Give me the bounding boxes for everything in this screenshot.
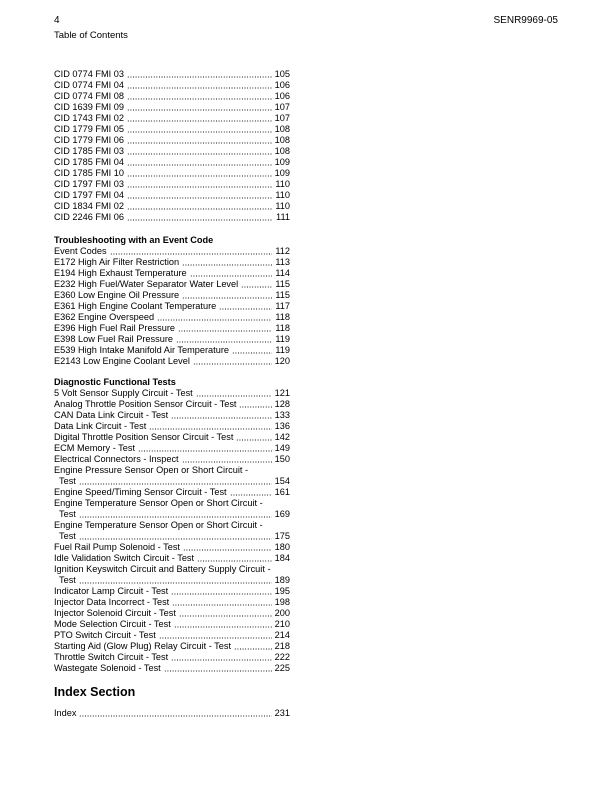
toc-entry[interactable] bbox=[54, 246, 290, 257]
index-section bbox=[54, 685, 290, 719]
entry-page-number: 180 bbox=[274, 542, 290, 552]
entry-page-number: 110 bbox=[275, 190, 290, 200]
entry-title: Test bbox=[59, 531, 76, 541]
dot-leader bbox=[127, 153, 272, 155]
entry-title: Injector Data Incorrect - Test bbox=[54, 597, 170, 607]
entry-page-number: 214 bbox=[274, 630, 290, 640]
entry-page-number: 115 bbox=[275, 279, 290, 289]
entry-title: Analog Throttle Position Sensor Circuit - Test bbox=[54, 399, 237, 409]
entry-page-number: 115 bbox=[275, 290, 290, 300]
dot-leader bbox=[183, 549, 272, 551]
entry-title: E362 Engine Overspeed bbox=[54, 312, 155, 322]
index-list bbox=[54, 708, 290, 719]
dot-leader bbox=[232, 352, 272, 354]
entry-title: Mode Selection Circuit - Test bbox=[54, 619, 171, 629]
entry-page-number: 154 bbox=[274, 476, 290, 486]
entry-page-number: 121 bbox=[274, 388, 290, 398]
entry-page-number: 106 bbox=[274, 80, 290, 90]
toc-entry[interactable] bbox=[54, 345, 290, 356]
toc-entry[interactable] bbox=[54, 334, 290, 345]
entry-page-number: 118 bbox=[275, 312, 290, 322]
dot-leader bbox=[127, 186, 272, 188]
entry-title: Index bbox=[54, 708, 77, 718]
dot-leader bbox=[127, 109, 272, 111]
entry-title: E360 Low Engine Oil Pressure bbox=[54, 290, 180, 300]
entry-page-number: 117 bbox=[275, 301, 290, 311]
dot-leader bbox=[172, 604, 271, 606]
toc-entry[interactable] bbox=[54, 608, 290, 619]
diagnostic-tests-section bbox=[54, 377, 290, 674]
dot-leader bbox=[127, 142, 272, 144]
event-code-section bbox=[54, 235, 290, 367]
entry-title: CID 1743 FMI 02 bbox=[54, 113, 124, 123]
entry-page-number: 133 bbox=[274, 410, 290, 420]
toc-entry[interactable] bbox=[54, 542, 290, 553]
entry-title: Injector Solenoid Circuit - Test bbox=[54, 608, 176, 618]
page-number: 4 bbox=[54, 15, 60, 26]
entry-page-number: 161 bbox=[274, 487, 290, 497]
toc-entry[interactable] bbox=[54, 410, 290, 421]
dot-leader bbox=[219, 308, 272, 310]
entry-title: Starting Aid (Glow Plug) Relay Circuit - Test bbox=[54, 641, 232, 651]
toc-entry[interactable] bbox=[54, 663, 290, 674]
toc-entry[interactable] bbox=[54, 465, 290, 476]
section-heading: Index Section bbox=[54, 685, 136, 699]
entry-title: Wastegate Solenoid - Test bbox=[54, 663, 161, 673]
toc-entry[interactable] bbox=[54, 421, 290, 432]
dot-leader bbox=[190, 275, 273, 277]
entry-page-number: 112 bbox=[275, 246, 290, 256]
entry-title: E194 High Exhaust Temperature bbox=[54, 268, 187, 278]
entry-title: Ignition Keyswitch Circuit and Battery Supply Circuit - bbox=[54, 564, 271, 574]
entry-page-number: 110 bbox=[275, 179, 290, 189]
dot-leader bbox=[239, 406, 271, 408]
dot-leader bbox=[182, 297, 272, 299]
entry-title: Test bbox=[59, 575, 76, 585]
toc-entry[interactable] bbox=[54, 498, 290, 509]
dot-leader bbox=[110, 253, 273, 255]
dot-leader bbox=[79, 516, 272, 518]
entry-title: Engine Temperature Sensor Open or Short Circuit - bbox=[54, 498, 263, 508]
dot-leader bbox=[171, 417, 271, 419]
entry-page-number: 119 bbox=[275, 334, 290, 344]
entry-title: Test bbox=[59, 476, 76, 486]
toc-entry[interactable] bbox=[54, 279, 290, 290]
entry-title: Test bbox=[59, 509, 76, 519]
toc-entry[interactable] bbox=[54, 630, 290, 641]
dot-leader bbox=[127, 197, 272, 199]
dot-leader bbox=[193, 363, 272, 365]
toc-entry[interactable] bbox=[54, 454, 290, 465]
entry-page-number: 119 bbox=[275, 345, 290, 355]
entry-page-number: 150 bbox=[274, 454, 290, 464]
entry-page-number: 111 bbox=[276, 212, 290, 222]
entry-title: CID 1639 FMI 09 bbox=[54, 102, 124, 112]
dot-leader bbox=[157, 319, 272, 321]
toc-entry[interactable] bbox=[54, 509, 290, 520]
entry-title: CID 1797 FMI 04 bbox=[54, 190, 124, 200]
dot-leader bbox=[127, 131, 272, 133]
entry-page-number: 128 bbox=[274, 399, 290, 409]
entry-page-number: 142 bbox=[274, 432, 290, 442]
dot-leader bbox=[171, 593, 271, 595]
entry-page-number: 113 bbox=[275, 257, 290, 267]
entry-page-number: 110 bbox=[275, 201, 290, 211]
diagnostic-tests-list bbox=[54, 388, 290, 674]
entry-title: Throttle Switch Circuit - Test bbox=[54, 652, 169, 662]
entry-title: E232 High Fuel/Water Separator Water Level bbox=[54, 279, 239, 289]
toc-entry[interactable] bbox=[54, 476, 290, 487]
cid-list bbox=[54, 69, 290, 223]
toc-entry[interactable] bbox=[54, 553, 290, 564]
dot-leader bbox=[127, 98, 272, 100]
dot-leader bbox=[182, 461, 272, 463]
toc-entry[interactable] bbox=[54, 597, 290, 608]
entry-page-number: 189 bbox=[274, 575, 290, 585]
entry-title: E361 High Engine Coolant Temperature bbox=[54, 301, 217, 311]
entry-page-number: 114 bbox=[275, 268, 290, 278]
toc-entry[interactable] bbox=[54, 356, 290, 367]
entry-title: Electrical Connectors - Inspect bbox=[54, 454, 179, 464]
dot-leader bbox=[176, 341, 272, 343]
toc-entry[interactable] bbox=[54, 290, 290, 301]
toc-entry[interactable] bbox=[54, 301, 290, 312]
toc-entry[interactable] bbox=[54, 69, 290, 80]
toc-entry[interactable] bbox=[54, 531, 290, 542]
toc-entry[interactable] bbox=[54, 157, 290, 168]
dot-leader bbox=[127, 87, 272, 89]
entry-page-number: 184 bbox=[274, 553, 290, 563]
toc-entry[interactable] bbox=[54, 619, 290, 630]
entry-title: E539 High Intake Manifold Air Temperature bbox=[54, 345, 229, 355]
dot-leader bbox=[138, 450, 272, 452]
entry-title: CID 0774 FMI 08 bbox=[54, 91, 124, 101]
toc-entry[interactable] bbox=[54, 399, 290, 410]
entry-title: Indicator Lamp Circuit - Test bbox=[54, 586, 169, 596]
toc-entry[interactable] bbox=[54, 708, 290, 719]
document-id: SENR9969-05 bbox=[493, 15, 558, 26]
dot-leader bbox=[79, 538, 272, 540]
entry-page-number: 108 bbox=[274, 146, 290, 156]
entry-title: Engine Pressure Sensor Open or Short Circuit - bbox=[54, 465, 249, 475]
dot-leader bbox=[230, 494, 272, 496]
toc-entry[interactable] bbox=[54, 124, 290, 135]
entry-page-number: 108 bbox=[274, 124, 290, 134]
dot-leader bbox=[127, 76, 272, 78]
entry-title: Digital Throttle Position Sensor Circuit - Test bbox=[54, 432, 234, 442]
entry-title: Data Link Circuit - Test bbox=[54, 421, 147, 431]
entry-page-number: 222 bbox=[274, 652, 290, 662]
toc-entry[interactable] bbox=[54, 190, 290, 201]
entry-page-number: 149 bbox=[274, 443, 290, 453]
toc-entry[interactable] bbox=[54, 268, 290, 279]
entry-page-number: 175 bbox=[274, 531, 290, 541]
entry-page-number: 169 bbox=[274, 509, 290, 519]
toc-entry[interactable] bbox=[54, 641, 290, 652]
entry-title: CID 1785 FMI 04 bbox=[54, 157, 124, 167]
toc-entry[interactable] bbox=[54, 212, 290, 223]
entry-title: ECM Memory - Test bbox=[54, 443, 135, 453]
entry-page-number: 118 bbox=[275, 323, 290, 333]
toc-entry[interactable] bbox=[54, 323, 290, 334]
entry-title: E172 High Air Filter Restriction bbox=[54, 257, 180, 267]
entry-page-number: 136 bbox=[274, 421, 290, 431]
entry-title: CID 1785 FMI 10 bbox=[54, 168, 124, 178]
entry-title: Event Codes bbox=[54, 246, 107, 256]
entry-page-number: 120 bbox=[274, 356, 290, 366]
dot-leader bbox=[174, 626, 272, 628]
entry-page-number: 105 bbox=[274, 69, 290, 79]
toc-entry[interactable] bbox=[54, 102, 290, 113]
toc-entry[interactable] bbox=[54, 487, 290, 498]
section-heading: Troubleshooting with an Event Code bbox=[54, 235, 214, 245]
entry-title: CID 1779 FMI 06 bbox=[54, 135, 124, 145]
dot-leader bbox=[234, 648, 272, 650]
entry-page-number: 107 bbox=[274, 102, 290, 112]
entry-title: CAN Data Link Circuit - Test bbox=[54, 410, 169, 420]
dot-leader bbox=[127, 208, 272, 210]
dot-leader bbox=[241, 286, 272, 288]
toc-entry[interactable] bbox=[54, 135, 290, 146]
toc-entry[interactable] bbox=[54, 257, 290, 268]
dot-leader bbox=[196, 395, 272, 397]
entry-page-number: 109 bbox=[274, 157, 290, 167]
dot-leader bbox=[127, 219, 273, 221]
dot-leader bbox=[236, 439, 271, 441]
dot-leader bbox=[182, 264, 272, 266]
entry-title: CID 1834 FMI 02 bbox=[54, 201, 124, 211]
entry-title: CID 1779 FMI 05 bbox=[54, 124, 124, 134]
entry-title: E398 Low Fuel Rail Pressure bbox=[54, 334, 173, 344]
toc-entry[interactable] bbox=[54, 432, 290, 443]
entry-title: Engine Temperature Sensor Open or Short Circuit - bbox=[54, 520, 263, 530]
toc-entry[interactable] bbox=[54, 652, 290, 663]
entry-page-number: 106 bbox=[274, 91, 290, 101]
entry-title: CID 0774 FMI 04 bbox=[54, 80, 124, 90]
toc-entry[interactable] bbox=[54, 564, 290, 575]
entry-title: CID 2246 FMI 06 bbox=[54, 212, 124, 222]
toc-entry[interactable] bbox=[54, 520, 290, 531]
dot-leader bbox=[197, 560, 272, 562]
toc-entry[interactable] bbox=[54, 586, 290, 597]
dot-leader bbox=[164, 670, 272, 672]
entry-title: CID 1785 FMI 03 bbox=[54, 146, 124, 156]
toc-entry[interactable] bbox=[54, 201, 290, 212]
entry-title: Fuel Rail Pump Solenoid - Test bbox=[54, 542, 180, 552]
toc-entry[interactable] bbox=[54, 312, 290, 323]
running-title: Table of Contents bbox=[54, 30, 128, 41]
dot-leader bbox=[149, 428, 271, 430]
dot-leader bbox=[127, 120, 272, 122]
dot-leader bbox=[179, 615, 272, 617]
entry-page-number: 107 bbox=[274, 113, 290, 123]
entry-title: Idle Validation Switch Circuit - Test bbox=[54, 553, 195, 563]
dot-leader bbox=[127, 175, 272, 177]
entry-title: PTO Switch Circuit - Test bbox=[54, 630, 156, 640]
dot-leader bbox=[79, 483, 272, 485]
event-code-list bbox=[54, 246, 290, 367]
entry-title: 5 Volt Sensor Supply Circuit - Test bbox=[54, 388, 193, 398]
toc-entry[interactable] bbox=[54, 179, 290, 190]
dot-leader bbox=[79, 582, 272, 584]
toc-entry[interactable] bbox=[54, 146, 290, 157]
entry-title: CID 1797 FMI 03 bbox=[54, 179, 124, 189]
dot-leader bbox=[159, 637, 272, 639]
dot-leader bbox=[79, 715, 271, 717]
toc-entry[interactable] bbox=[54, 91, 290, 102]
entry-title: E2143 Low Engine Coolant Level bbox=[54, 356, 190, 366]
toc-entry[interactable] bbox=[54, 388, 290, 399]
toc-entry[interactable] bbox=[54, 443, 290, 454]
entry-title: CID 0774 FMI 03 bbox=[54, 69, 124, 79]
entry-title: E396 High Fuel Rail Pressure bbox=[54, 323, 176, 333]
dot-leader bbox=[178, 330, 272, 332]
entry-page-number: 109 bbox=[274, 168, 290, 178]
toc-entry[interactable] bbox=[54, 168, 290, 179]
entry-page-number: 225 bbox=[274, 663, 290, 673]
entry-page-number: 198 bbox=[274, 597, 290, 607]
dot-leader bbox=[127, 164, 272, 166]
toc-entry[interactable] bbox=[54, 575, 290, 586]
toc-entry[interactable] bbox=[54, 113, 290, 124]
entry-page-number: 200 bbox=[274, 608, 290, 618]
entry-title: Engine Speed/Timing Sensor Circuit - Test bbox=[54, 487, 227, 497]
entry-page-number: 210 bbox=[274, 619, 290, 629]
entry-page-number: 195 bbox=[274, 586, 290, 596]
entry-page-number: 231 bbox=[274, 708, 290, 718]
entry-page-number: 218 bbox=[274, 641, 290, 651]
entry-page-number: 108 bbox=[274, 135, 290, 145]
section-heading: Diagnostic Functional Tests bbox=[54, 377, 176, 387]
dot-leader bbox=[171, 659, 271, 661]
toc-entry[interactable] bbox=[54, 80, 290, 91]
